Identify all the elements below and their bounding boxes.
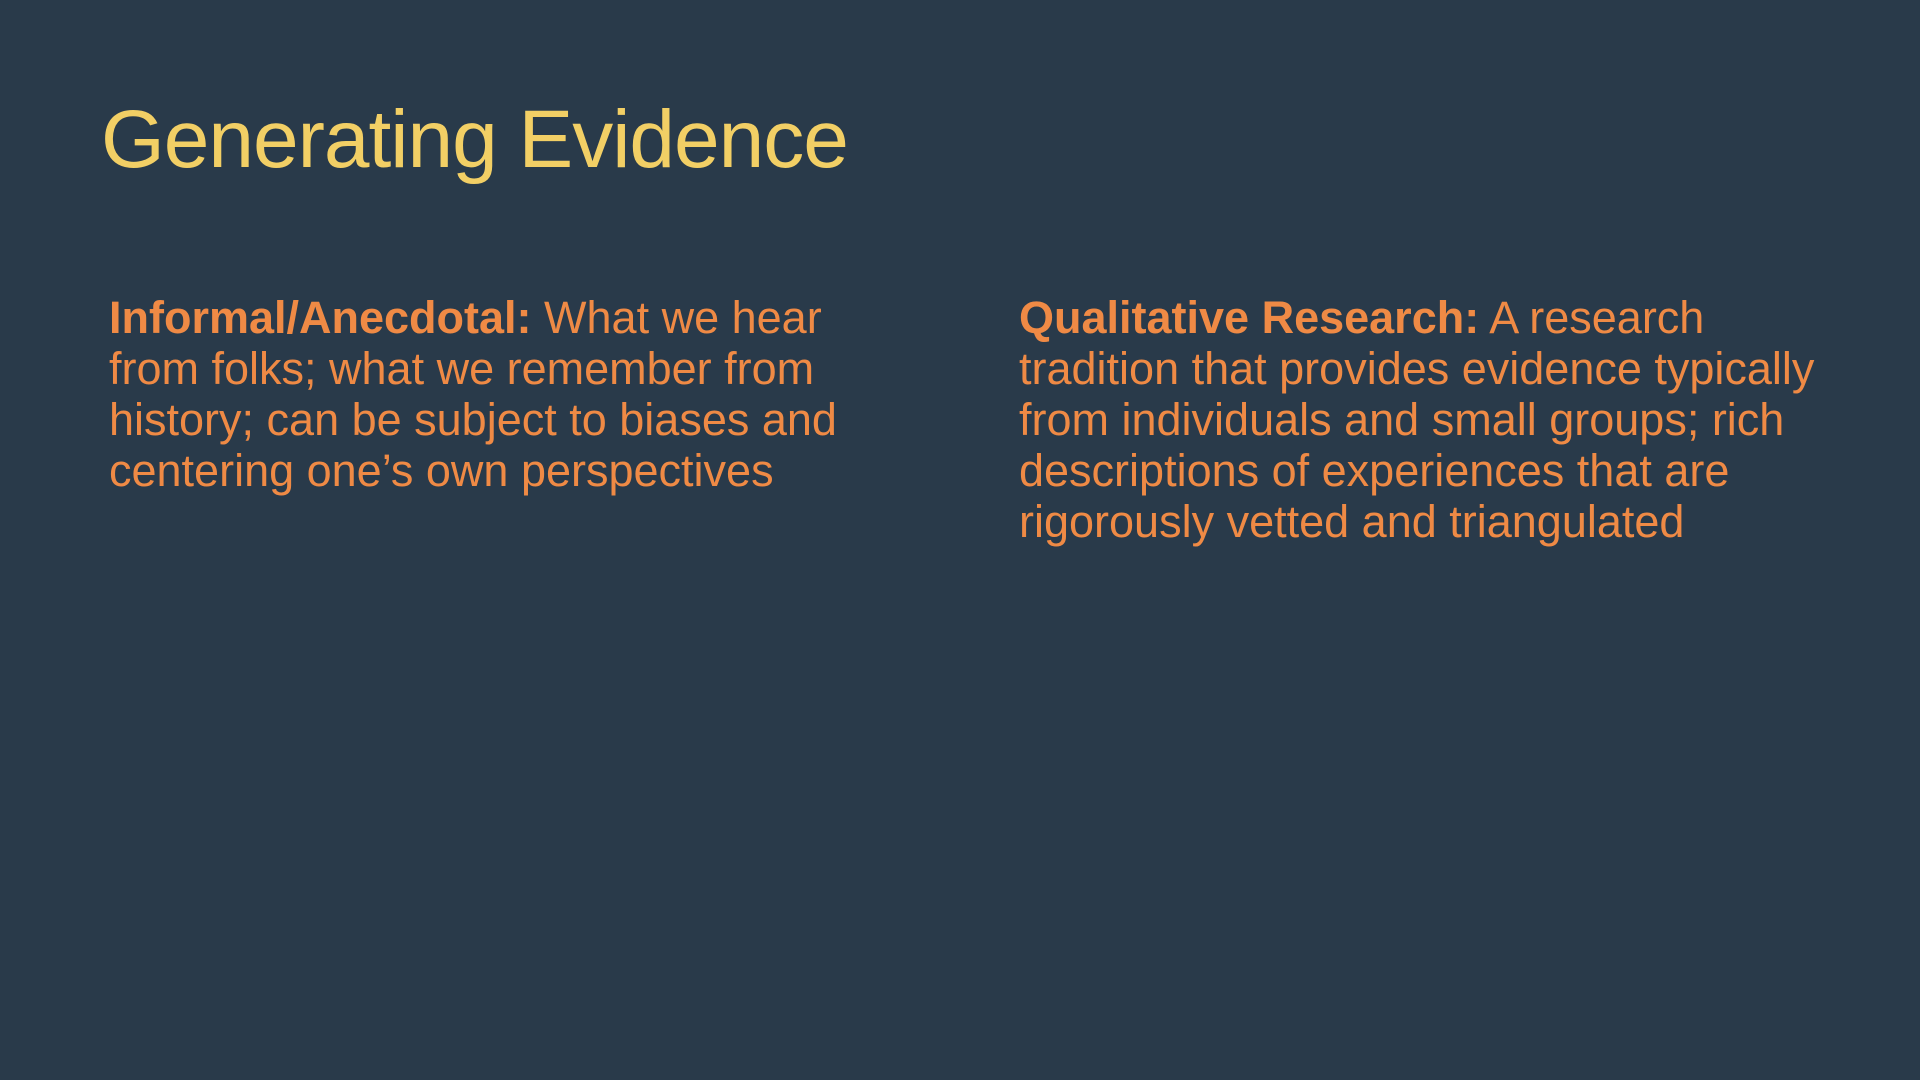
informal-anecdotal-description: What we hear from folks; what we remember from history; can be subject to biases and centering one’s own perspectives xyxy=(109,292,837,496)
qualitative-research-block xyxy=(1019,292,1819,547)
slide-title: Generating Evidence xyxy=(101,94,848,185)
informal-anecdotal-paragraph xyxy=(109,292,909,496)
qualitative-research-term: Qualitative Research: xyxy=(1019,292,1480,343)
qualitative-research-description: A research tradition that provides evidence typically from individuals and small groups; rich descriptions of experiences that are rigorously vetted and triangulated xyxy=(1019,292,1815,547)
qualitative-research-paragraph xyxy=(1019,292,1819,547)
informal-anecdotal-term: Informal/Anecdotal: xyxy=(109,292,532,343)
informal-anecdotal-block xyxy=(109,292,909,496)
